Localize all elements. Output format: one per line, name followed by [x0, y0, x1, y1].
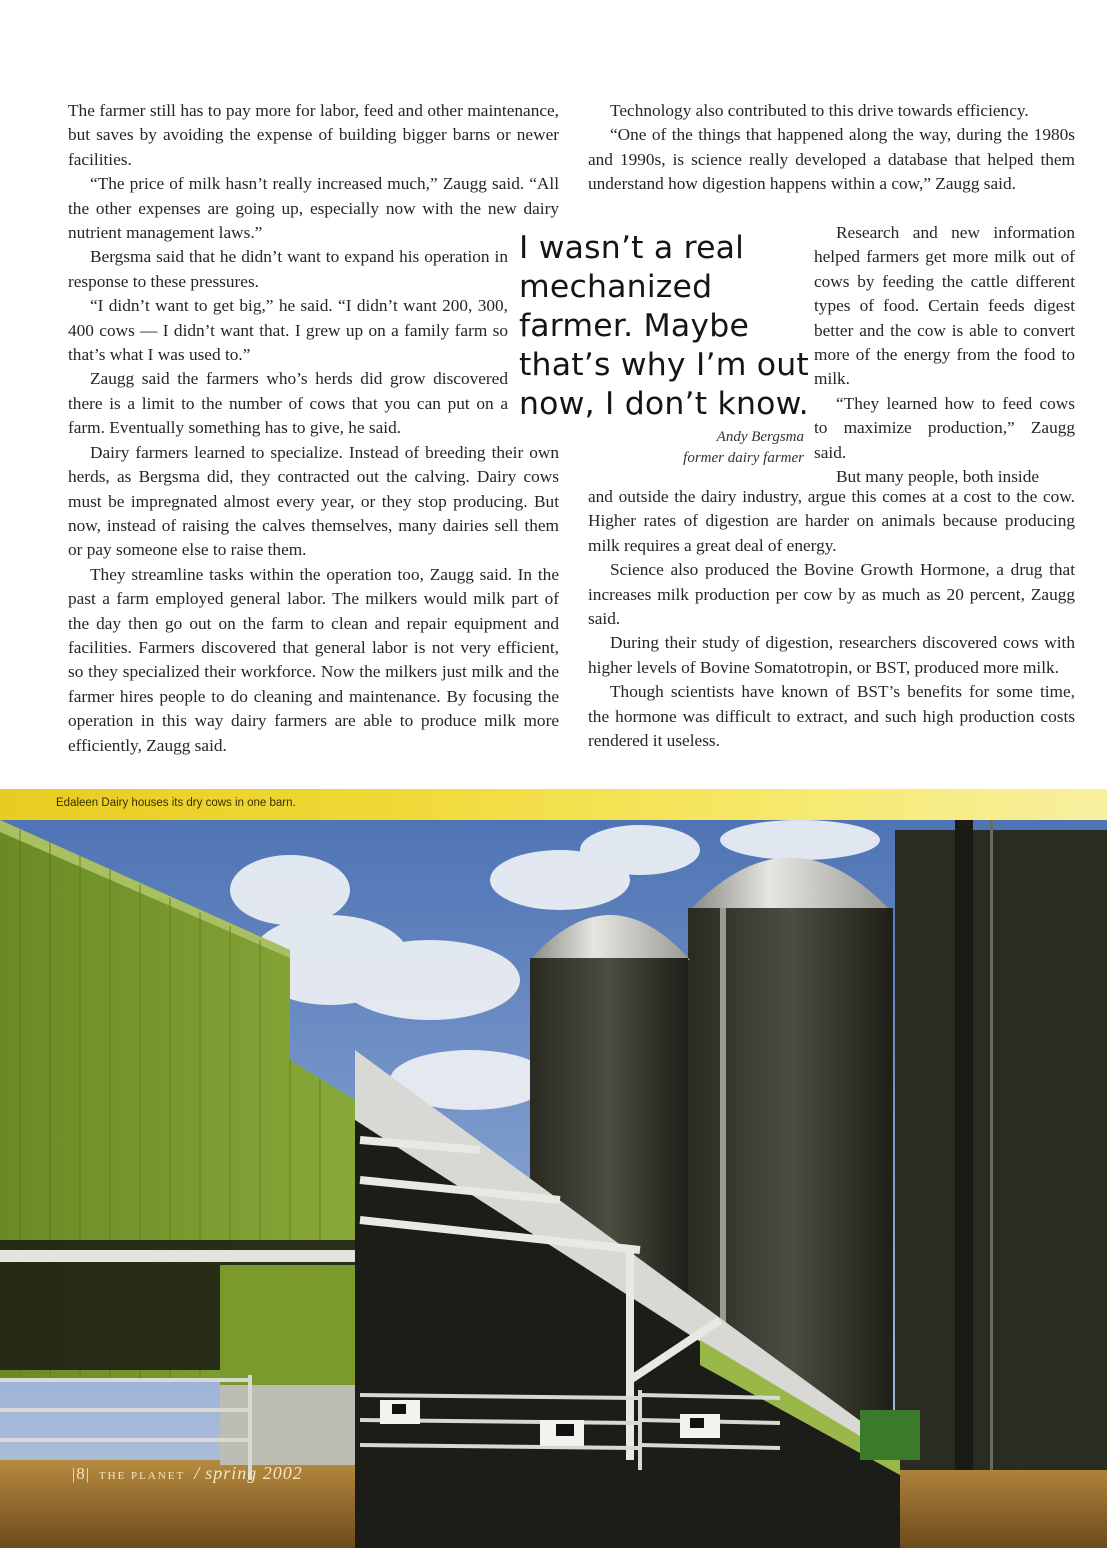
pull-quote-attribution	[640, 427, 804, 469]
paragraph: The farmer still has to pay more for labor, feed and other maintenance, but saves by avoiding the expense of building bigger barns or newer facilities.	[68, 101, 559, 169]
paragraph: and outside the dairy industry, argue this comes at a cost to the cow. Higher rates of digestion are harder on animals because producing milk requires a great deal of energy.	[588, 487, 1075, 555]
pull-quote: I wasn’t a real mechanized farmer. Maybe that’s why I’m out now, I don’t know.	[519, 230, 809, 422]
magazine-name: THE PLANET	[98, 1470, 186, 1482]
folio-bar-right: |	[85, 1466, 90, 1483]
paragraph: “The price of milk hasn’t really increased much,” Zaugg said. “All the other expenses are going up, especially now with the new dairy nutrient management laws.”	[68, 174, 559, 243]
paragraph: Technology also contributed to this drive towards efficiency.	[610, 101, 1029, 120]
paragraph: Research and new information helped farmers get more milk out of cows by feeding the cattle different types of food. Certain feeds digest better and the cow is able to convert more of the energy from the food to milk.	[814, 223, 1075, 389]
attribution-name: Andy Bergsma	[716, 429, 804, 445]
paragraph: “I didn’t want to get big,” he said. “I didn’t want 200, 300, 400 cows — I didn’t want that. I grew up on a family farm so that’s what I was used to.”	[68, 296, 508, 365]
folio-slash: /	[194, 1463, 201, 1483]
paragraph: They streamline tasks within the operation too, Zaugg said. In the past a farm employed general labor. The milkers would milk part of the day then go out on the farm to clean and repair equipment and facilities. Farmers discovered that general labor is not very efficient, so they specialized their workforce. Now the milkers just milk and the farmer hires people to do cleaning and maintenance. By focusing the operation in this way dairy farmers are able to produce milk more efficiently, Zaugg said.	[68, 564, 559, 755]
photo-caption: Edaleen Dairy houses its dry cows in one barn.	[56, 797, 296, 809]
paragraph: “One of the things that happened along the way, during the 1980s and 1990s, is science really developed a database that helped them understand how digestion happens within a cow,” Zaugg said.	[588, 125, 1075, 194]
paragraph: Zaugg said the farmers who’s herds did grow discovered there is a limit to the number of cows that you can put on a farm. Eventually something has to give, he said.	[68, 369, 508, 438]
folio-bar-left: |	[72, 1466, 77, 1483]
article-column-right-bottom	[588, 485, 1075, 753]
attribution-title: former dairy farmer	[683, 450, 804, 466]
issue-season: spring 2002	[205, 1463, 303, 1483]
barn-silo-photo	[0, 820, 1107, 1548]
paragraph: “They learned how to feed cows to maximize production,” Zaugg said.	[814, 393, 1075, 462]
article-column-right-top	[588, 99, 1075, 197]
paragraph: Science also produced the Bovine Growth Hormone, a drug that increases milk production per cow by as much as 20 percent, Zaugg said.	[588, 560, 1075, 629]
paragraph: But many people, both inside	[836, 467, 1040, 487]
paragraph: During their study of digestion, researchers discovered cows with higher levels of Bovine Somatotropin, or BST, produced more milk.	[588, 633, 1075, 677]
article-column-left	[68, 99, 559, 758]
folio	[72, 1463, 303, 1484]
article-column-right-narrow	[814, 221, 1075, 489]
paragraph: Bergsma said that he didn’t want to expand his operation in response to these pressures.	[68, 247, 508, 291]
page-number: 8	[76, 1464, 86, 1483]
paragraph: Though scientists have known of BST’s benefits for some time, the hormone was difficult to extract, and such high production costs rendered it useless.	[588, 682, 1075, 751]
paragraph: Dairy farmers learned to specialize. Instead of breeding their own herds, as Bergsma did, they contracted out the calving. Dairy cows must be impregnated almost every year, or they stop producing. But now, instead of raising the calves themselves, many dairies sell them or pay someone else to raise them.	[68, 442, 559, 560]
